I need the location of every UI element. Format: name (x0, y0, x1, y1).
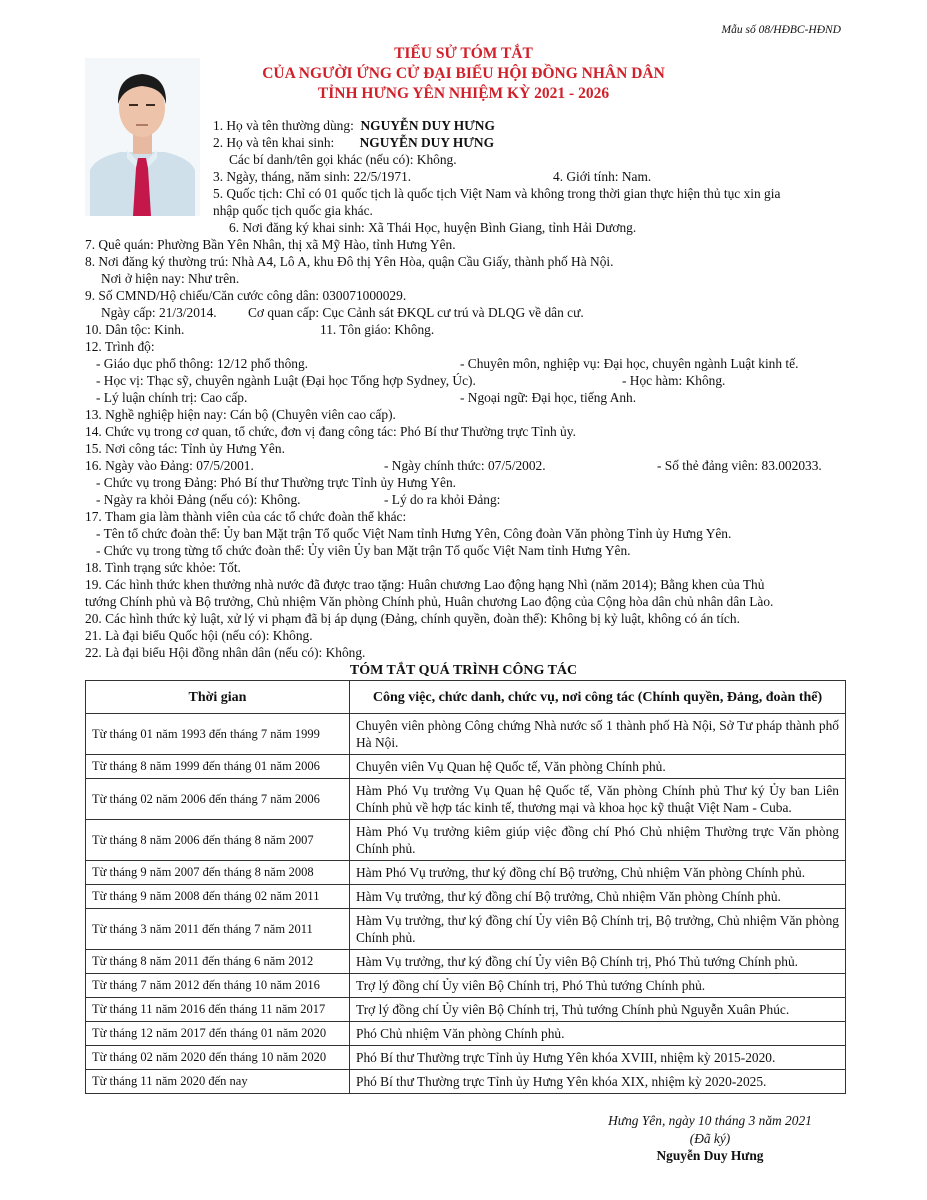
row-time: Từ tháng 11 năm 2016 đến tháng 11 năm 2017 (86, 998, 350, 1022)
portrait-photo (85, 58, 200, 216)
field-national-assembly: 21. Là đại biểu Quốc hội (nếu có): Không. (85, 628, 313, 643)
field-alias: Các bí danh/tên gọi khác (nếu có): Không. (229, 152, 457, 167)
form-code: Mẫu số 08/HĐBC-HĐND (721, 24, 841, 36)
field-birth-date: 3. Ngày, tháng, năm sinh: 22/5/1971. (213, 169, 412, 184)
work-history-title: TÓM TẮT QUÁ TRÌNH CÔNG TÁC (349, 663, 578, 678)
row-time: Từ tháng 9 năm 2007 đến tháng 8 năm 2008 (86, 861, 350, 885)
field-birth-place: 6. Nơi đăng ký khai sinh: Xã Thái Học, huyện Bình Giang, tỉnh Hải Dương. (229, 220, 637, 235)
table-row (86, 885, 846, 909)
signature-place-date: Hưng Yên, ngày 10 tháng 3 năm 2021 (608, 1113, 812, 1128)
row-description: Trợ lý đồng chí Ủy viên Bộ Chính trị, Thủ tướng Chính phủ Nguyễn Xuân Phúc. (350, 998, 846, 1022)
table-row (86, 1070, 846, 1094)
field-party-official-date: - Ngày chính thức: 07/5/2002. (384, 458, 546, 473)
row-time: Từ tháng 8 năm 2011 đến tháng 6 năm 2012 (86, 950, 350, 974)
field-organizations: - Tên tổ chức đoàn thể: Ủy ban Mặt trận Tổ quốc Việt Nam tỉnh Hưng Yên, Công đoàn Văn phòng Tỉnh ủy Hưng Yên. (96, 526, 732, 541)
field-awards: 19. Các hình thức khen thưởng nhà nước đã được trao tặng: Huân chương Lao động hạng Nhì (năm 2014); Bằng khen của Thủ (85, 577, 765, 592)
row-description: Phó Bí thư Thường trực Tỉnh ủy Hưng Yên khóa XIX, nhiệm kỳ 2020-2025. (350, 1070, 846, 1094)
field-political-theory: - Lý luận chính trị: Cao cấp. (96, 390, 248, 405)
table-row (86, 998, 846, 1022)
row-description: Hàm Phó Vụ trưởng, thư ký đồng chí Bộ trưởng, Chủ nhiệm Văn phòng Chính phủ. (350, 861, 846, 885)
field-peoples-council: 22. Là đại biểu Hội đồng nhân dân (nếu có): Không. (85, 645, 366, 660)
field-specialty: - Chuyên môn, nghiệp vụ: Đại học, chuyên ngành Luật kinh tế. (460, 356, 799, 371)
row-time: Từ tháng 7 năm 2012 đến tháng 10 năm 2016 (86, 974, 350, 998)
title-line-1: TIỂU SỬ TÓM TẮT (394, 45, 533, 62)
field-id-number: 9. Số CMND/Hộ chiếu/Căn cước công dân: 030071000029. (85, 288, 407, 303)
birth-name-value: NGUYỄN DUY HƯNG (359, 135, 495, 150)
row-description: Trợ lý đồng chí Ủy viên Bộ Chính trị, Phó Thủ tướng Chính phủ. (350, 974, 846, 998)
field-party-card: - Số thẻ đảng viên: 83.002033. (657, 458, 822, 473)
field-discipline: 20. Các hình thức kỷ luật, xử lý vi phạm đã bị áp dụng (Đảng, chính quyền, đoàn thể): Không bị kỷ luật, không có án tích. (85, 611, 740, 626)
table-row (86, 974, 846, 998)
work-history-table (85, 680, 846, 1094)
table-row (86, 820, 846, 861)
table-row (86, 755, 846, 779)
row-description: Hàm Phó Vụ trưởng kiêm giúp việc đồng chí Phó Chủ nhiệm Thường trực Văn phòng Chính phủ. (350, 820, 846, 861)
field-party-position: - Chức vụ trong Đảng: Phó Bí thư Thường trực Tỉnh ủy Hưng Yên. (96, 475, 457, 490)
row-description: Hàm Vụ trưởng, thư ký đồng chí Ủy viên Bộ Chính trị, Bộ trưởng, Chủ nhiệm Văn phòng Chính phủ. (350, 909, 846, 950)
field-education-heading: 12. Trình độ: (85, 339, 155, 354)
field-organization-roles: - Chức vụ trong từng tổ chức đoàn thể: Ủy viên Ủy ban Mặt trận Tổ quốc Việt Nam tỉnh Hưng Yên. (96, 543, 631, 558)
field-id-issuer: Cơ quan cấp: Cục Cảnh sát ĐKQL cư trú và DLQG về dân cư. (248, 305, 584, 320)
row-time: Từ tháng 01 năm 1993 đến tháng 7 năm 1999 (86, 714, 350, 755)
row-time: Từ tháng 12 năm 2017 đến tháng 01 năm 2020 (86, 1022, 350, 1046)
row-description: Phó Bí thư Thường trực Tỉnh ủy Hưng Yên khóa XVIII, nhiệm kỳ 2015-2020. (350, 1046, 846, 1070)
field-residence: 8. Nơi đăng ký thường trú: Nhà A4, Lô A, khu Đô thị Yên Hòa, quận Cầu Giấy, thành phố Hà Nội. (85, 254, 614, 269)
table-row (86, 1046, 846, 1070)
field-foreign-language: - Ngoại ngữ: Đại học, tiếng Anh. (460, 390, 637, 405)
table-row (86, 1022, 846, 1046)
field-organizations-heading: 17. Tham gia làm thành viên của các tổ chức đoàn thể khác: (85, 509, 407, 524)
field-general-education: - Giáo dục phổ thông: 12/12 phổ thông. (96, 356, 309, 371)
row-description: Chuyên viên Vụ Quan hệ Quốc tế, Văn phòng Chính phủ. (350, 755, 846, 779)
field-awards-cont: tướng Chính phủ và Bộ trưởng, Chủ nhiệm Văn phòng Chính phủ, Huân chương Lao động của Cộng hòa dân chủ nhân dân Lào. (85, 594, 774, 609)
signature-name: Nguyễn Duy Hưng (656, 1148, 764, 1163)
field-party-leave-reason: - Lý do ra khỏi Đảng: (384, 492, 501, 507)
row-time: Từ tháng 8 năm 2006 đến tháng 8 năm 2007 (86, 820, 350, 861)
row-time: Từ tháng 8 năm 1999 đến tháng 01 năm 2006 (86, 755, 350, 779)
row-time: Từ tháng 02 năm 2006 đến tháng 7 năm 2006 (86, 779, 350, 820)
field-academic-title: - Học hàm: Không. (622, 373, 726, 388)
row-time: Từ tháng 11 năm 2020 đến nay (86, 1070, 350, 1094)
row-description: Hàm Phó Vụ trưởng Vụ Quan hệ Quốc tế, Văn phòng Chính phủ Thư ký Ủy ban Liên Chính phủ về hợp tác kinh tế, thương mại và khoa học kỹ thuật Việt Nam - Cuba. (350, 779, 846, 820)
field-birth-name: 2. Họ và tên khai sinh: NGUYỄN DUY HƯNG (213, 135, 495, 150)
field-workplace: 15. Nơi công tác: Tỉnh ủy Hưng Yên. (85, 441, 285, 456)
field-occupation: 13. Nghề nghiệp hiện nay: Cán bộ (Chuyên viên cao cấp). (85, 407, 396, 422)
table-row (86, 909, 846, 950)
row-time: Từ tháng 3 năm 2011 đến tháng 7 năm 2011 (86, 909, 350, 950)
field-position: 14. Chức vụ trong cơ quan, tổ chức, đơn vị đang công tác: Phó Bí thư Thường trực Tỉnh ủy. (85, 424, 576, 439)
table-row (86, 861, 846, 885)
field-religion: 11. Tôn giáo: Không. (320, 322, 435, 337)
field-party-join-date: 16. Ngày vào Đảng: 07/5/2001. (85, 458, 254, 473)
field-gender: 4. Giới tính: Nam. (553, 169, 652, 184)
row-description: Hàm Vụ trưởng, thư ký đồng chí Ủy viên Bộ Chính trị, Phó Thủ tướng Chính phủ. (350, 950, 846, 974)
field-id-issue-date: Ngày cấp: 21/3/2014. (101, 305, 217, 320)
field-hometown: 7. Quê quán: Phường Bần Yên Nhân, thị xã Mỹ Hào, tỉnh Hưng Yên. (85, 237, 456, 252)
field-party-leave-date: - Ngày ra khỏi Đảng (nếu có): Không. (96, 492, 301, 507)
table-row (86, 950, 846, 974)
field-common-name: 1. Họ và tên thường dùng: NGUYỄN DUY HƯNG (213, 118, 495, 133)
field-health: 18. Tình trạng sức khỏe: Tốt. (85, 560, 241, 575)
row-description: Phó Chủ nhiệm Văn phòng Chính phủ. (350, 1022, 846, 1046)
table-row (86, 779, 846, 820)
field-degree: - Học vị: Thạc sỹ, chuyên ngành Luật (Đại học Tổng hợp Sydney, Úc). (96, 373, 476, 388)
row-time: Từ tháng 02 năm 2020 đến tháng 10 năm 2020 (86, 1046, 350, 1070)
common-name-value: NGUYỄN DUY HƯNG (360, 118, 495, 133)
field-nationality: 5. Quốc tịch: Chỉ có 01 quốc tịch là quốc tịch Việt Nam và không trong thời gian thực hiện thủ tục xin gia (213, 186, 781, 201)
field-current-address: Nơi ở hiện nay: Như trên. (101, 271, 240, 286)
table-header-row (86, 681, 846, 714)
header-description: Công việc, chức danh, chức vụ, nơi công tác (Chính quyền, Đảng, đoàn thể) (350, 681, 846, 714)
signature-signed-note: (Đã ký) (689, 1131, 731, 1146)
field-nationality-cont: nhập quốc tịch quốc gia khác. (213, 203, 373, 218)
table-row (86, 714, 846, 755)
title-line-3: TỈNH HƯNG YÊN NHIỆM KỲ 2021 - 2026 (317, 85, 610, 102)
field-ethnicity: 10. Dân tộc: Kinh. (85, 322, 185, 337)
row-description: Chuyên viên phòng Công chứng Nhà nước số 1 thành phố Hà Nội, Sở Tư pháp thành phố Hà Nội. (350, 714, 846, 755)
row-description: Hàm Vụ trưởng, thư ký đồng chí Bộ trưởng, Chủ nhiệm Văn phòng Chính phủ. (350, 885, 846, 909)
header-time: Thời gian (86, 681, 350, 714)
row-time: Từ tháng 9 năm 2008 đến tháng 02 năm 2011 (86, 885, 350, 909)
title-line-2: CỦA NGƯỜI ỨNG CỬ ĐẠI BIỂU HỘI ĐỒNG NHÂN DÂN (262, 65, 665, 82)
